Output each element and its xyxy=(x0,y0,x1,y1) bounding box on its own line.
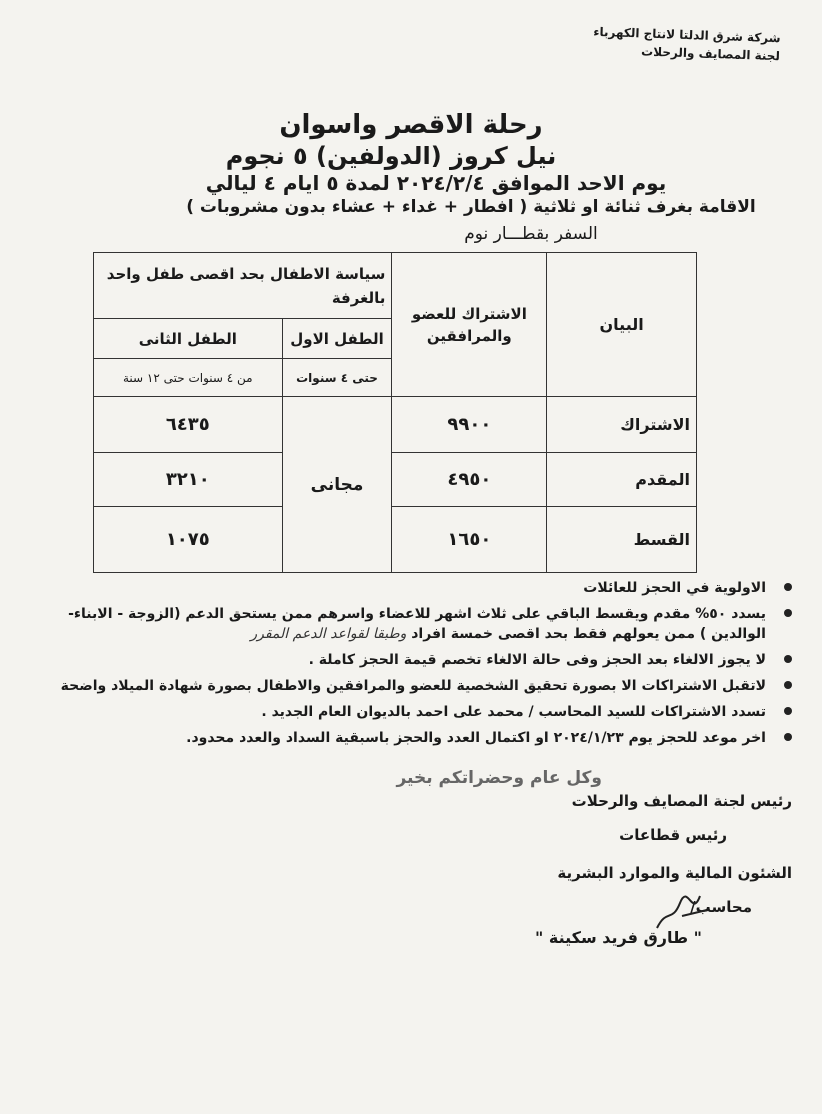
cruise-line: نيل كروز (الدولفين) ٥ نجوم xyxy=(225,142,557,170)
bullet-icon xyxy=(784,583,792,591)
note-text: تسدد الاشتراكات للسيد المحاسب / محمد على احمد بالديوان العام الجديد . xyxy=(261,704,766,720)
date-line: يوم الاحد الموافق ٢٠٢٤/٢/٤ لمدة ٥ ايام ٤ ليالي xyxy=(205,171,667,195)
header-item: البيان xyxy=(547,253,697,397)
table-row xyxy=(94,507,697,573)
fees-table xyxy=(93,252,697,573)
list-item xyxy=(32,676,792,696)
bullet-icon xyxy=(784,733,792,741)
note-text: لا يجوز الالغاء بعد الحجز وفى حالة الالغاء تخصم قيمة الحجز كاملة . xyxy=(308,652,766,668)
second-child-fee: ٣٢١٠ xyxy=(94,453,283,507)
company-name: شركة شرق الدلتا لانتاج الكهرباء xyxy=(592,24,781,46)
second-child-age: من ٤ سنوات حتى ١٢ سنة xyxy=(94,359,283,397)
trip-title: رحلة الاقصر واسوان xyxy=(279,110,543,140)
header-children-policy: سياسة الاطفال بحد اقصى طفل واحد بالغرفة xyxy=(94,253,392,319)
bullet-icon xyxy=(784,609,792,617)
handwritten-note: وطبقا لقواعد الدعم المقرر xyxy=(250,626,407,642)
first-child-age: حتى ٤ سنوات xyxy=(282,359,392,397)
closing-greeting: وكل عام وحضراتكم بخير xyxy=(396,768,602,788)
row-label: الاشتراك xyxy=(547,397,697,453)
note-text: لاتقبل الاشتراكات الا بصورة تحقيق الشخصية للعضو والمرافقين والاطفال بصورة شهادة الميلاد واضحة xyxy=(60,678,766,694)
signature-accountant-title: محاسب/ xyxy=(690,898,752,916)
org-header xyxy=(592,23,780,66)
note-text: اخر موعد للحجز يوم ٢٠٢٤/١/٢٣ او اكتمال العدد والحجز باسبقية السداد والعدد محدود. xyxy=(186,730,766,746)
signature-name: " طارق فريد سكينة " xyxy=(534,928,702,947)
notes-list xyxy=(32,578,792,754)
list-item xyxy=(32,604,792,644)
list-item xyxy=(32,650,792,670)
row-label: المقدم xyxy=(547,453,697,507)
bullet-icon xyxy=(784,707,792,715)
note-text: الاولوية في الحجز للعائلات xyxy=(583,580,766,596)
header-first-child: الطفل الاول xyxy=(282,319,392,359)
list-item xyxy=(32,578,792,598)
accommodation-line: الاقامة بغرف ثنائة او ثلاثية ( افطار + غداء + عشاء بدون مشروبات ) xyxy=(186,197,756,217)
member-fee: ٩٩٠٠ xyxy=(392,397,547,453)
second-child-fee: ٦٤٣٥ xyxy=(94,397,283,453)
table-row xyxy=(94,397,697,453)
member-fee: ١٦٥٠ xyxy=(392,507,547,573)
second-child-fee: ١٠٧٥ xyxy=(94,507,283,573)
first-child-free: مجانى xyxy=(282,397,392,573)
table-row xyxy=(94,453,697,507)
signature-sectors-head: رئيس قطاعات xyxy=(619,826,727,844)
bullet-icon xyxy=(784,681,792,689)
signature-committee-head: رئيس لجنة المصايف والرحلات xyxy=(571,792,792,810)
member-fee: ٤٩٥٠ xyxy=(392,453,547,507)
bullet-icon xyxy=(784,655,792,663)
travel-line: السفر بقطـــار نوم xyxy=(464,224,598,244)
list-item xyxy=(32,702,792,722)
signature-department: الشئون المالية والموارد البشرية xyxy=(557,864,792,882)
row-label: القسط xyxy=(547,507,697,573)
header-second-child: الطفل الثانى xyxy=(94,319,283,359)
list-item xyxy=(32,728,792,748)
note-text: يسدد ٥٠% مقدم ويقسط الباقي على ثلاث اشهر للاعضاء واسرهم ممن يستحق الدعم (الزوجة - الابناء- الوالدين ) ممن يعولهم فقط بحد اقصى خمسة افراد xyxy=(68,606,766,642)
header-member-fee: الاشتراك للعضو والمرافقين xyxy=(392,253,547,397)
committee-name: لجنة المصايف والرحلات xyxy=(640,44,780,64)
